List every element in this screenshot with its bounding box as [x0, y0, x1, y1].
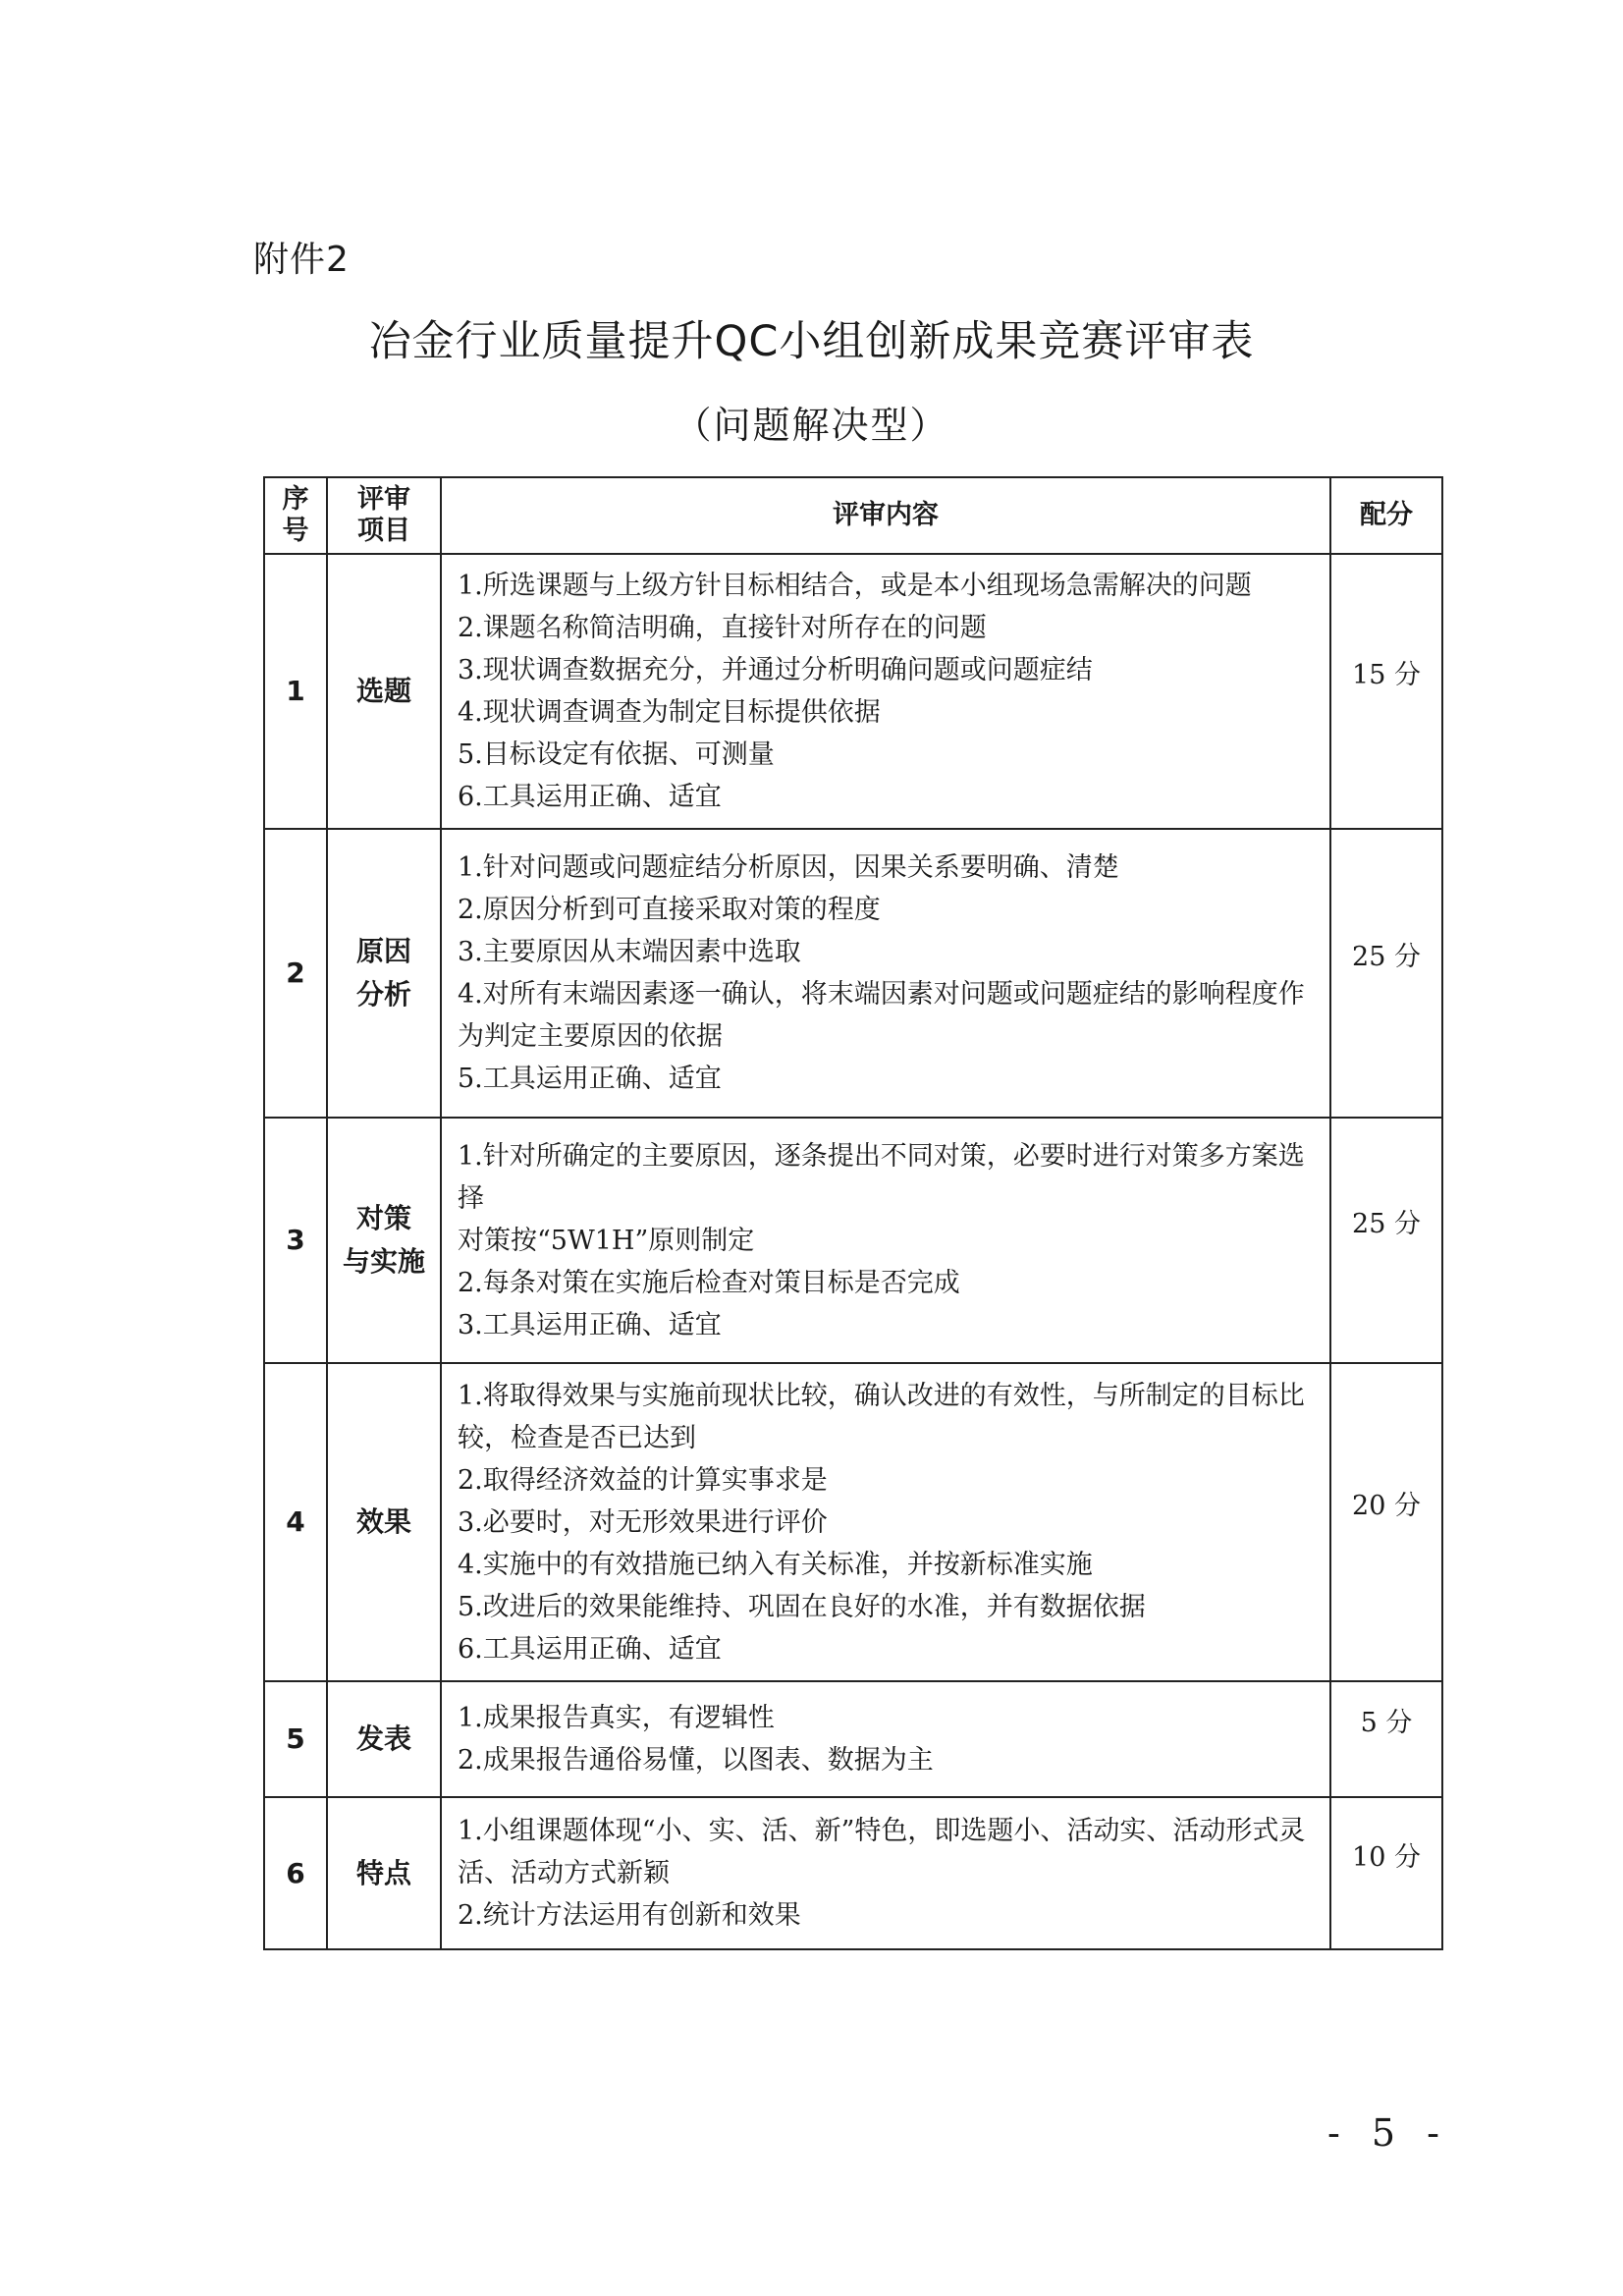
- content-line: 1.成果报告真实，有逻辑性: [458, 1703, 775, 1733]
- document-title: 冶金行业质量提升QC小组创新成果竞赛评审表: [368, 317, 1255, 366]
- content-line: 4.对所有末端因素逐一确认，将末端因素对问题或问题症结的影响程度作为判定主要原因的依据: [458, 979, 1305, 1052]
- row-content: [441, 1681, 1330, 1797]
- header-content: 评审内容: [441, 477, 1330, 554]
- row-item-line: 选题: [355, 675, 411, 707]
- content-line: 对策按“5W1H”原则制定: [458, 1225, 755, 1256]
- header-no-line: 号: [282, 516, 309, 546]
- content-line: 2.成果报告通俗易懂，以图表、数据为主: [458, 1745, 934, 1776]
- header-score: 配分: [1330, 477, 1442, 554]
- content-line: 2.原因分析到可直接采取对策的程度: [458, 895, 881, 925]
- row-item-line: 原因: [355, 935, 411, 967]
- row-item: [327, 1118, 441, 1363]
- row-item: [327, 1363, 441, 1681]
- row-number: 6: [264, 1797, 327, 1949]
- content-line: 2.统计方法运用有创新和效果: [458, 1900, 801, 1931]
- table-row: [264, 554, 1442, 829]
- row-score: 10 分: [1330, 1797, 1442, 1949]
- table-row: [264, 829, 1442, 1118]
- content-line: 3.主要原因从末端因素中选取: [458, 937, 801, 967]
- content-line: 5.目标设定有依据、可测量: [458, 739, 775, 770]
- table-header-row: [264, 477, 1442, 554]
- content-line: 6.工具运用正确、适宜: [458, 1633, 722, 1665]
- row-number: 2: [264, 829, 327, 1118]
- content-line: 3.工具运用正确、适宜: [458, 1309, 722, 1340]
- content-line: 5.改进后的效果能维持、巩固在良好的水准，并有数据依据: [458, 1591, 1146, 1622]
- row-number: 1: [264, 554, 327, 829]
- content-line: 2.每条对策在实施后检查对策目标是否完成: [458, 1267, 960, 1298]
- row-item-line: 特点: [355, 1856, 411, 1889]
- row-content: [441, 1363, 1330, 1681]
- row-number: 3: [264, 1118, 327, 1363]
- row-item-line: 与实施: [342, 1245, 425, 1278]
- attachment-label: 附件2: [253, 240, 350, 280]
- table-row: [264, 1363, 1442, 1681]
- row-content: [441, 1797, 1330, 1949]
- row-content: [441, 1118, 1330, 1363]
- content-line: 1.小组课题体现“小、实、活、新”特色，即选题小、活动实、活动形式灵活、活动方式新颖: [458, 1816, 1306, 1888]
- content-line: 1.针对所确定的主要原因，逐条提出不同对策，必要时进行对策多方案选择: [458, 1140, 1305, 1214]
- content-line: 4.现状调查调查为制定目标提供依据: [458, 697, 881, 728]
- row-item: [327, 1797, 441, 1949]
- header-no: [264, 477, 327, 554]
- content-line: 5.工具运用正确、适宜: [458, 1064, 722, 1094]
- row-number: 4: [264, 1363, 327, 1681]
- content-line: 3.必要时，对无形效果进行评价: [458, 1506, 828, 1538]
- content-line: 1.所选课题与上级方针目标相结合，或是本小组现场急需解决的问题: [458, 571, 1252, 601]
- row-score: 20 分: [1330, 1363, 1442, 1681]
- row-number: 5: [264, 1681, 327, 1797]
- row-score: 25 分: [1330, 1118, 1442, 1363]
- table-row: [264, 1797, 1442, 1949]
- header-item: [327, 477, 441, 554]
- document-subtitle: （问题解决型）: [674, 404, 949, 447]
- row-score: 5 分: [1330, 1681, 1442, 1797]
- content-line: 3.现状调查数据充分，并通过分析明确问题或问题症结: [458, 655, 1093, 685]
- header-no-line: 序: [282, 484, 309, 515]
- row-item: [327, 1681, 441, 1797]
- header-item-line: 评审: [357, 484, 410, 515]
- row-item-line: 分析: [355, 978, 411, 1011]
- row-content: [441, 829, 1330, 1118]
- row-item-line: 对策: [355, 1202, 411, 1234]
- row-score: 15 分: [1330, 554, 1442, 829]
- page-number: - 5 -: [1327, 2111, 1450, 2155]
- content-line: 4.实施中的有效措施已纳入有关标准，并按新标准实施: [458, 1549, 1093, 1580]
- content-line: 2.取得经济效益的计算实事求是: [458, 1464, 828, 1496]
- row-content: [441, 554, 1330, 829]
- row-item-line: 效果: [355, 1505, 411, 1538]
- header-item-line: 项目: [357, 516, 410, 546]
- content-line: 6.工具运用正确、适宜: [458, 782, 722, 812]
- content-line: 1.针对问题或问题症结分析原因，因果关系要明确、清楚: [458, 852, 1119, 883]
- row-item-line: 发表: [355, 1722, 411, 1755]
- row-score: 25 分: [1330, 829, 1442, 1118]
- row-item: [327, 554, 441, 829]
- content-line: 2.课题名称简洁明确，直接针对所存在的问题: [458, 613, 987, 643]
- row-item: [327, 829, 441, 1118]
- table-row: [264, 1681, 1442, 1797]
- table-row: [264, 1118, 1442, 1363]
- content-line: 1.将取得效果与实施前现状比较，确认改进的有效性，与所制定的目标比较，检查是否已达到: [458, 1380, 1305, 1453]
- review-table: [263, 476, 1443, 1950]
